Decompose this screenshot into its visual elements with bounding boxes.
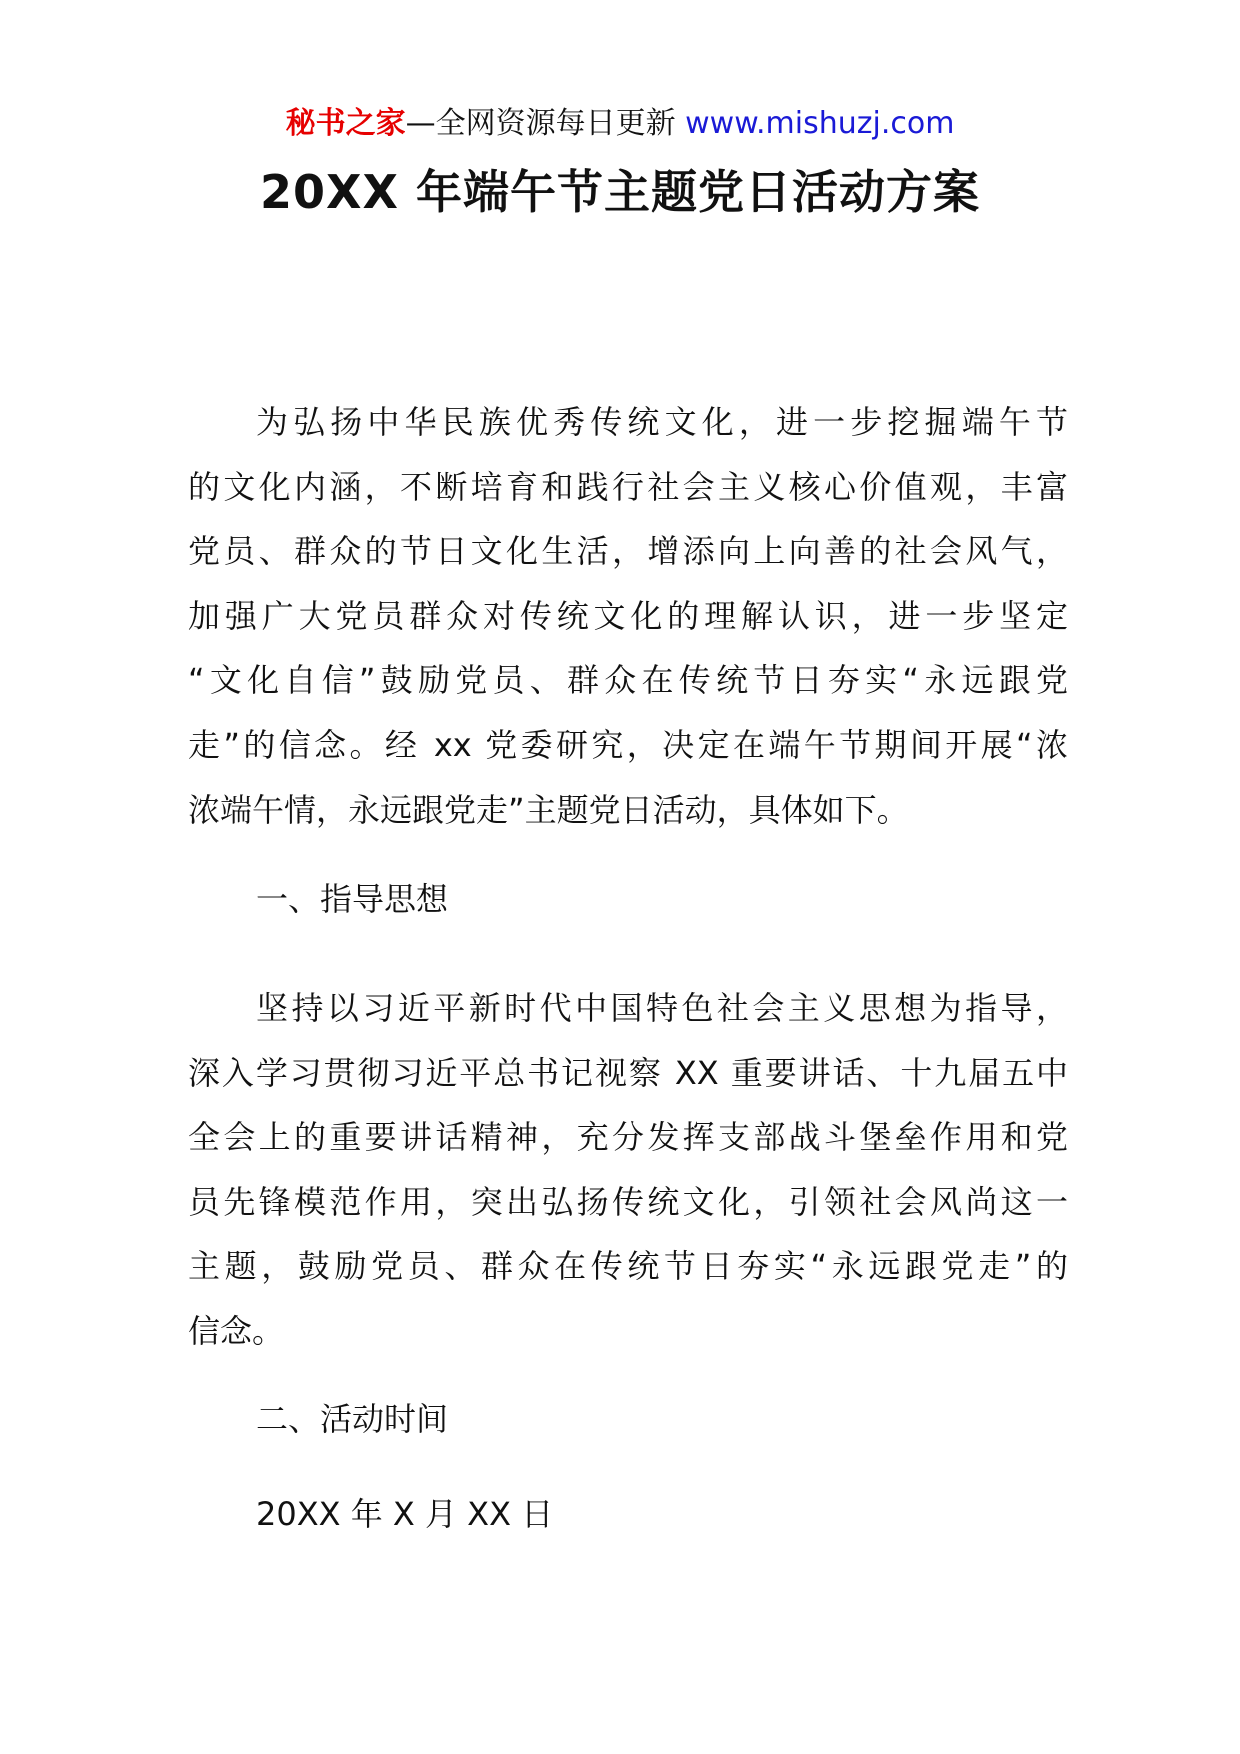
- brand-name: 秘书之家: [285, 106, 406, 141]
- guiding-line: 全会上的重要讲话精神，充分发挥支部战斗堡垒作用和党: [188, 1118, 1068, 1157]
- header-tagline: —全网资源每日更新: [405, 106, 686, 141]
- intro-line: 走”的信念。经 xx 党委研究，决定在端午节期间开展“浓: [188, 725, 1068, 764]
- section-heading-activity-time: 二、活动时间: [256, 1400, 449, 1438]
- intro-line: 党员、群众的节日文化生活，增添向上向善的社会风气，: [188, 532, 1068, 571]
- guiding-line: 主题，鼓励党员、群众在传统节日夯实“永远跟党走”的: [188, 1247, 1068, 1286]
- guiding-line: 坚持以习近平新时代中国特色社会主义思想为指导，: [256, 989, 1068, 1027]
- guiding-line: 员先锋模范作用，突出弘扬传统文化，引领社会风尚这一: [188, 1182, 1068, 1221]
- intro-line: “文化自信”鼓励党员、群众在传统节日夯实“永远跟党: [188, 661, 1068, 700]
- document-title: 20XX 年端午节主题党日活动方案: [260, 165, 980, 219]
- intro-line: 的文化内涵，不断培育和践行社会主义核心价值观，丰富: [188, 467, 1068, 506]
- activity-date: 20XX 年 X 月 XX 日: [256, 1495, 554, 1533]
- guiding-line: 信念。: [188, 1311, 285, 1350]
- intro-line: 为弘扬中华民族优秀传统文化，进一步挖掘端午节: [256, 403, 1068, 441]
- site-header: [0, 102, 1240, 146]
- guiding-thought-paragraph: [188, 976, 1068, 1364]
- section-heading-guiding-thought: 一、指导思想: [256, 880, 449, 918]
- intro-paragraph: [188, 390, 1068, 842]
- guiding-line: 深入学习贯彻习近平总书记视察 XX 重要讲话、十九届五中: [188, 1053, 1068, 1092]
- intro-line: 加强广大党员群众对传统文化的理解认识，进一步坚定: [188, 596, 1068, 635]
- site-url-link[interactable]: www.mishuzj.com: [685, 106, 955, 141]
- intro-line: 浓端午情，永远跟党走”主题党日活动，具体如下。: [188, 790, 909, 829]
